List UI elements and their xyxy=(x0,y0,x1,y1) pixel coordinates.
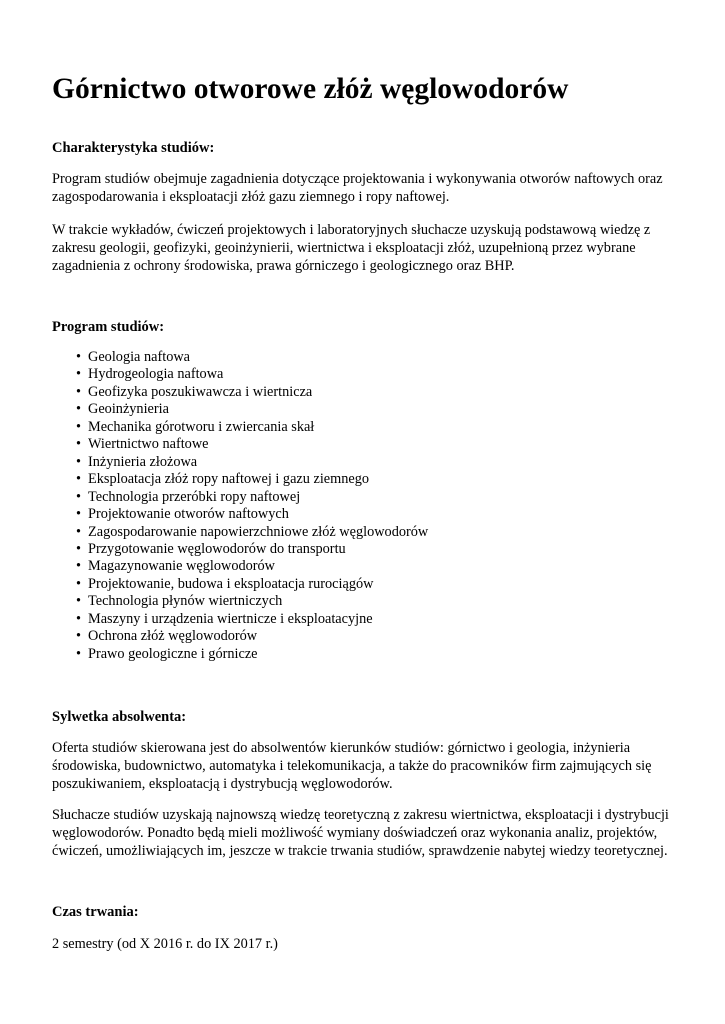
list-item-label: Prawo geologiczne i górnicze xyxy=(88,645,258,662)
characteristics-heading: Charakterystyka studiów: xyxy=(52,140,215,156)
list-item xyxy=(52,541,428,558)
text-line: środowiska, budownictwo, automatyka i telekomunikacja, a także do pracowników firm zajmujących się xyxy=(52,758,652,774)
list-item-label: Geologia naftowa xyxy=(88,349,191,365)
list-item-label: Technologia przeróbki ropy naftowej xyxy=(88,488,301,505)
list-item-label: Eksploatacja złóż ropy naftowej i gazu ziemnego xyxy=(88,471,370,488)
bullet-icon: • xyxy=(76,418,82,435)
list-item-label: Maszyny i urządzenia wiertnicze i eksploatacyjne xyxy=(88,610,373,627)
bullet-icon: • xyxy=(76,383,82,400)
program-list xyxy=(52,349,428,663)
graduate-paragraph-1 xyxy=(52,739,677,793)
text-line: poszukiwaniem, eksploatacją i dystrybucją węglowodorów. xyxy=(52,776,393,792)
bullet-icon: • xyxy=(76,471,82,488)
bullet-icon: • xyxy=(76,540,82,557)
list-item xyxy=(52,436,428,453)
bullet-icon: • xyxy=(76,593,82,610)
list-item xyxy=(52,489,428,506)
bullet-icon: • xyxy=(76,349,82,365)
list-item-label: Hydrogeologia naftowa xyxy=(88,366,224,383)
graduate-heading: Sylwetka absolwenta: xyxy=(52,709,187,725)
list-item-label: Wiertnictwo naftowe xyxy=(88,436,209,453)
list-item xyxy=(52,576,428,593)
list-item xyxy=(52,471,428,488)
list-item-label: Magazynowanie węglowodorów xyxy=(88,558,275,575)
bullet-icon: • xyxy=(76,506,82,523)
bullet-icon: • xyxy=(76,453,82,470)
list-item xyxy=(52,593,428,610)
list-item xyxy=(52,611,428,628)
list-item xyxy=(52,558,428,575)
list-item-label: Geofizyka poszukiwawcza i wiertnicza xyxy=(88,383,313,400)
list-item xyxy=(52,401,428,418)
bullet-icon: • xyxy=(76,436,82,453)
graduate-paragraph-2 xyxy=(52,806,677,860)
characteristics-paragraph-1 xyxy=(52,170,677,206)
bullet-icon: • xyxy=(76,575,82,592)
list-item-label: Przygotowanie węglowodorów do transportu xyxy=(88,540,346,557)
list-item xyxy=(52,524,428,541)
list-item xyxy=(52,419,428,436)
list-item xyxy=(52,349,428,366)
bullet-icon: • xyxy=(76,488,82,505)
list-item-label: Inżynieria złożowa xyxy=(88,453,198,470)
bullet-icon: • xyxy=(76,366,82,383)
list-item-label: Projektowanie otworów naftowych xyxy=(88,506,289,523)
list-item xyxy=(52,506,428,523)
characteristics-paragraph-2 xyxy=(52,221,677,275)
bullet-icon: • xyxy=(76,558,82,575)
bullet-icon: • xyxy=(76,610,82,627)
list-item-label: Geoinżynieria xyxy=(88,401,169,418)
text-line: węglowodorów. Ponadto będą mieli możliwość wymiany doświadczeń oraz wykonania analiz, projektów, xyxy=(52,825,658,841)
bullet-icon: • xyxy=(76,523,82,540)
list-item-label: Mechanika górotworu i zwiercania skał xyxy=(88,418,315,435)
program-heading: Program studiów: xyxy=(52,319,165,335)
bullet-icon: • xyxy=(76,645,82,662)
list-item xyxy=(52,384,428,401)
bullet-icon: • xyxy=(76,628,82,645)
page-title: Górnictwo otworowe złóż węglowodorów xyxy=(52,73,569,105)
text-line: zagospodarowania i eksploatacji złóż gazu ziemnego i ropy naftowej. xyxy=(52,189,450,205)
list-item-label: Zagospodarowanie napowierzchniowe złóż węglowodorów xyxy=(88,523,429,540)
bullet-icon: • xyxy=(76,401,82,418)
list-item-label: Ochrona złóż węglowodorów xyxy=(88,628,258,645)
text-line: Oferta studiów skierowana jest do absolwentów kierunków studiów: górnictwo i geologia, inżynieria xyxy=(52,740,631,756)
duration-text: 2 semestry (od X 2016 r. do IX 2017 r.) xyxy=(52,936,278,952)
text-line: Program studiów obejmuje zagadnienia dotyczące projektowania i wykonywania otworów naftowych oraz xyxy=(52,171,663,187)
list-item xyxy=(52,628,428,645)
list-item xyxy=(52,366,428,383)
text-line: ćwiczeń, umożliwiających im, jeszcze w trakcie trwania studiów, sprawdzenie nabytej wiedzy teoretycznej. xyxy=(52,843,668,859)
list-item xyxy=(52,646,428,663)
text-line: zagadnienia z ochrony środowiska, prawa górniczego i geologicznego oraz BHP. xyxy=(52,258,515,274)
list-item xyxy=(52,454,428,471)
list-item-label: Technologia płynów wiertniczych xyxy=(88,593,283,610)
text-line: Słuchacze studiów uzyskają najnowszą wiedzę teoretyczną z zakresu wiertnictwa, eksploatacji i dystrybucji xyxy=(52,807,669,823)
list-item-label: Projektowanie, budowa i eksploatacja rurociągów xyxy=(88,575,374,592)
text-line: zakresu geologii, geofizyki, geoinżynierii, wiertnictwa i eksploatacji złóż, uzupełnioną przez wybrane xyxy=(52,240,636,256)
text-line: W trakcie wykładów, ćwiczeń projektowych i laboratoryjnych słuchacze uzyskują podstawową wiedzę z xyxy=(52,222,651,238)
duration-heading: Czas trwania: xyxy=(52,904,139,920)
